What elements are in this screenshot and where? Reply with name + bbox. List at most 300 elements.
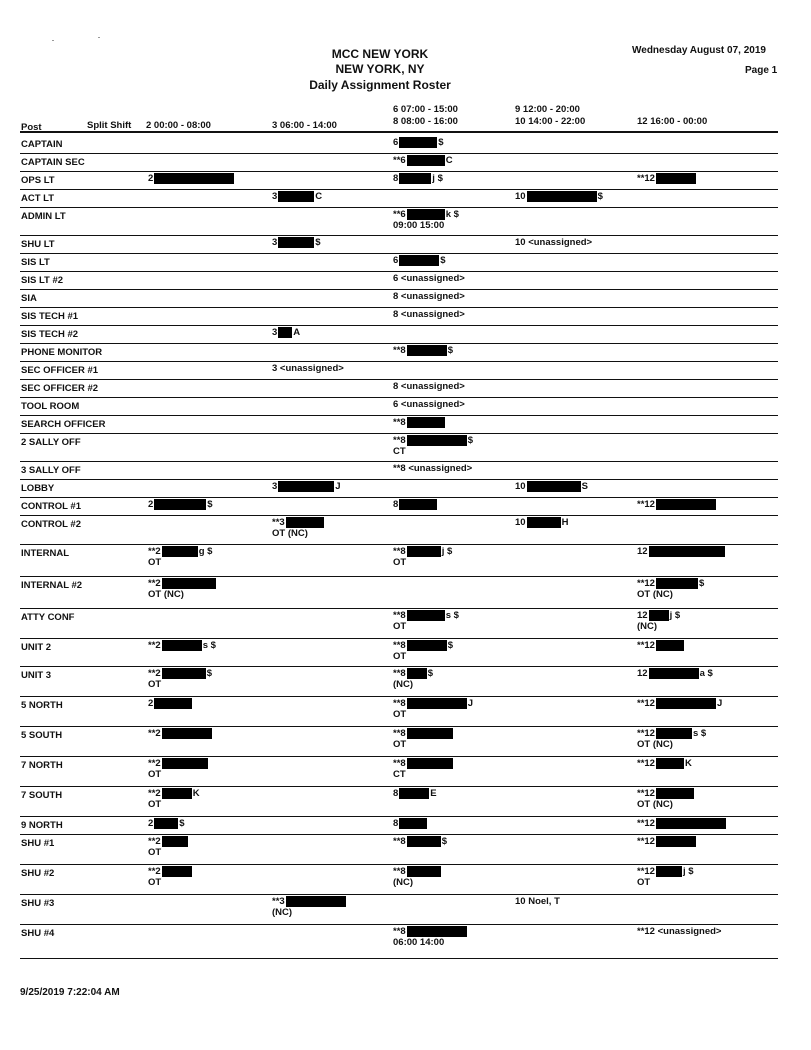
post-label: UNIT 2 xyxy=(21,642,52,653)
redaction-bar xyxy=(407,610,445,621)
shift-note: OT xyxy=(393,651,407,663)
row-divider xyxy=(20,235,778,236)
post-label: SHU LT xyxy=(21,239,55,250)
row-divider xyxy=(20,924,778,925)
shift-suffix: $ xyxy=(447,640,453,652)
shift-cell-c5 xyxy=(637,788,695,810)
redaction-bar xyxy=(656,578,698,589)
shift-cell-c3 xyxy=(393,155,453,166)
shift-code: **8 xyxy=(393,435,406,447)
redaction-bar xyxy=(278,481,334,492)
post-label: 2 SALLY OFF xyxy=(21,437,81,448)
shift-cell-c3 xyxy=(393,499,438,510)
shift-code: **12 <unassigned> xyxy=(637,926,722,937)
shift-code: **8 <unassigned> xyxy=(393,463,473,474)
redaction-bar xyxy=(286,896,346,907)
shift-code: 2 xyxy=(148,698,154,710)
shift-code: 8 <unassigned> xyxy=(393,291,465,302)
shift-code: **8 xyxy=(393,546,406,558)
shift-code: **8 xyxy=(393,728,406,740)
shift-cell-c1 xyxy=(148,758,209,780)
shift-cell-c5 xyxy=(637,728,706,750)
shift-cell-c4 xyxy=(515,191,603,202)
shift-cell-c1 xyxy=(148,668,212,690)
redaction-bar xyxy=(399,788,429,799)
redaction-bar xyxy=(162,640,202,651)
shift-cell-c2 xyxy=(272,237,321,248)
scan-speck xyxy=(52,40,54,41)
redaction-bar xyxy=(286,517,324,528)
shift-cell-c5 xyxy=(637,668,713,679)
shift-note: OT xyxy=(148,557,162,569)
shift-cell-c4 xyxy=(515,896,560,907)
redaction-bar xyxy=(407,417,445,428)
post-label: ACT LT xyxy=(21,193,55,204)
shift-note: OT xyxy=(148,769,162,781)
page-number: Page 1 xyxy=(745,65,778,76)
shift-cell-c5 xyxy=(637,698,722,709)
shift-cell-c5 xyxy=(637,818,727,829)
shift-code: **2 xyxy=(148,728,161,740)
row-divider xyxy=(20,958,778,959)
shift-cell-c3 xyxy=(393,255,446,266)
shift-code: **8 xyxy=(393,417,406,429)
shift-suffix: j $ xyxy=(682,866,694,878)
row-divider xyxy=(20,271,778,272)
shift-code: **12 xyxy=(637,499,655,511)
shift-suffix: A xyxy=(293,327,301,339)
shift-code: **2 xyxy=(148,668,161,680)
shift-suffix: $ xyxy=(440,255,446,267)
shift-code: 2 xyxy=(148,173,154,185)
shift-suffix: $ xyxy=(698,578,705,590)
redaction-bar xyxy=(154,818,178,829)
row-divider xyxy=(20,433,778,434)
shift-cell-c3 xyxy=(393,926,468,948)
shift-cell-c3 xyxy=(393,610,459,632)
shift-cell-c3 xyxy=(393,546,452,568)
row-divider xyxy=(20,864,778,865)
shift-suffix: $ xyxy=(206,668,212,680)
shift-note: OT xyxy=(393,557,407,569)
shift-suffix: C xyxy=(315,191,323,203)
col-shift-6-header: 6 07:00 - 15:00 xyxy=(393,104,458,115)
row-divider xyxy=(20,189,778,190)
print-timestamp: 9/25/2019 7:22:04 AM xyxy=(20,987,120,998)
row-divider xyxy=(20,289,778,290)
shift-suffix: $ xyxy=(315,237,321,249)
shift-note: OT xyxy=(637,877,651,889)
redaction-bar xyxy=(162,668,206,679)
shift-code: 3 xyxy=(272,481,278,493)
shift-note: CT xyxy=(393,769,406,781)
shift-cell-c4 xyxy=(515,481,588,492)
row-divider xyxy=(20,153,778,154)
shift-code: 8 xyxy=(393,818,399,830)
shift-cell-c5 xyxy=(637,640,685,651)
shift-cell-c3 xyxy=(393,788,437,799)
shift-code: **12 xyxy=(637,698,655,710)
shift-cell-c3 xyxy=(393,209,459,231)
shift-code: **12 xyxy=(637,758,655,770)
row-divider xyxy=(20,894,778,895)
shift-code: **2 xyxy=(148,758,161,770)
post-label: LOBBY xyxy=(21,483,55,494)
shift-code: **12 xyxy=(637,728,655,740)
shift-suffix: $ xyxy=(179,818,185,830)
shift-suffix: H xyxy=(561,517,569,529)
shift-suffix: E xyxy=(430,788,437,800)
post-label: INTERNAL #2 xyxy=(21,580,83,591)
shift-cell-c1 xyxy=(148,499,213,510)
shift-cell-c4 xyxy=(515,517,568,528)
col-split-header: Split Shift xyxy=(87,120,132,131)
shift-suffix: C xyxy=(445,155,453,167)
shift-code: **2 xyxy=(148,640,161,652)
shift-suffix: s $ xyxy=(692,728,707,740)
shift-note: 06:00 14:00 xyxy=(393,937,445,949)
shift-note: OT xyxy=(148,877,162,889)
redaction-bar xyxy=(527,517,561,528)
row-divider xyxy=(20,786,778,787)
redaction-bar xyxy=(278,191,314,202)
redaction-bar xyxy=(407,209,445,220)
col-shift-3-header: 3 06:00 - 14:00 xyxy=(272,120,337,131)
redaction-bar xyxy=(656,866,682,877)
shift-code: 10 <unassigned> xyxy=(515,237,593,248)
shift-code: **2 xyxy=(148,866,161,878)
shift-code: **12 xyxy=(637,640,655,652)
shift-note: (NC) xyxy=(393,679,414,691)
redaction-bar xyxy=(656,758,684,769)
shift-cell-c1 xyxy=(148,640,216,651)
post-label: SIS LT xyxy=(21,257,50,268)
shift-cell-c3 xyxy=(393,345,453,356)
shift-code: **12 xyxy=(637,578,655,590)
redaction-bar xyxy=(407,698,467,709)
row-divider xyxy=(20,415,778,416)
col-shift-10-header: 10 14:00 - 22:00 xyxy=(515,116,586,127)
redaction-bar xyxy=(407,345,447,356)
row-divider xyxy=(20,361,778,362)
shift-suffix: j $ xyxy=(432,173,443,185)
shift-note: OT xyxy=(148,847,162,859)
redaction-bar xyxy=(278,237,314,248)
shift-code: **12 xyxy=(637,836,655,848)
shift-cell-c3 xyxy=(393,668,433,690)
row-divider xyxy=(20,638,778,639)
shift-cell-c1 xyxy=(148,818,185,829)
shift-code: **8 xyxy=(393,926,406,938)
shift-suffix: $ xyxy=(207,499,213,511)
shift-code: 8 xyxy=(393,173,399,185)
shift-code: **8 xyxy=(393,345,406,357)
shift-cell-c1 xyxy=(148,728,213,739)
redaction-bar xyxy=(656,836,696,847)
redaction-bar xyxy=(162,546,198,557)
redaction-bar xyxy=(407,640,447,651)
shift-suffix: $ xyxy=(438,137,444,149)
shift-suffix: j $ xyxy=(441,546,453,558)
row-divider xyxy=(20,379,778,380)
redaction-bar xyxy=(278,327,292,338)
shift-code: **8 xyxy=(393,866,406,878)
row-divider xyxy=(20,834,778,835)
shift-cell-c1 xyxy=(148,698,193,709)
redaction-bar xyxy=(407,728,453,739)
shift-suffix: S xyxy=(581,481,588,493)
shift-code: 2 xyxy=(148,818,154,830)
redaction-bar xyxy=(407,866,441,877)
shift-note: OT xyxy=(393,739,407,751)
shift-suffix: J xyxy=(716,698,723,710)
shift-code: **12 xyxy=(637,866,655,878)
redaction-bar xyxy=(407,435,467,446)
shift-suffix: g $ xyxy=(198,546,213,558)
shift-cell-c3 xyxy=(393,417,446,428)
post-label: CONTROL #1 xyxy=(21,501,82,512)
redaction-bar xyxy=(649,546,725,557)
post-label: SHU #2 xyxy=(21,868,55,879)
shift-cell-c3 xyxy=(393,399,465,410)
post-label: OPS LT xyxy=(21,175,55,186)
row-divider xyxy=(20,397,778,398)
shift-cell-c3 xyxy=(393,173,443,184)
shift-code: 8 <unassigned> xyxy=(393,381,465,392)
shift-note: OT (NC) xyxy=(148,589,184,601)
shift-code: 12 xyxy=(637,668,648,680)
shift-code: **12 xyxy=(637,818,655,830)
shift-cell-c2 xyxy=(272,896,347,918)
shift-suffix: s $ xyxy=(202,640,216,652)
shift-cell-c3 xyxy=(393,836,447,847)
redaction-bar xyxy=(656,640,684,651)
shift-note: OT xyxy=(393,621,407,633)
post-label: SHU #4 xyxy=(21,928,55,939)
shift-suffix: $ xyxy=(467,435,473,447)
shift-code: 3 xyxy=(272,191,278,203)
shift-code: 12 xyxy=(637,546,648,558)
shift-cell-c1 xyxy=(148,788,200,810)
shift-note: OT xyxy=(393,709,407,721)
row-divider xyxy=(20,207,778,208)
shift-cell-c2 xyxy=(272,191,322,202)
shift-cell-c3 xyxy=(393,463,472,474)
shift-cell-c5 xyxy=(637,610,680,632)
row-divider xyxy=(20,576,778,577)
shift-suffix: $ xyxy=(427,668,433,680)
shift-code: **2 xyxy=(148,836,161,848)
redaction-bar xyxy=(162,728,212,739)
redaction-bar xyxy=(656,818,726,829)
row-divider xyxy=(20,343,778,344)
row-divider xyxy=(20,171,778,172)
post-label: SIS TECH #2 xyxy=(21,329,79,340)
redaction-bar xyxy=(399,255,439,266)
shift-code: 6 xyxy=(393,255,399,267)
shift-cell-c5 xyxy=(637,836,697,847)
shift-note: OT (NC) xyxy=(637,589,673,601)
shift-suffix: J xyxy=(335,481,341,493)
shift-suffix: $ xyxy=(597,191,603,203)
shift-code: 10 xyxy=(515,481,526,493)
redaction-bar xyxy=(656,728,692,739)
shift-note: OT (NC) xyxy=(637,799,673,811)
shift-cell-c5 xyxy=(637,758,692,769)
shift-code: 6 xyxy=(393,137,399,149)
row-divider xyxy=(20,816,778,817)
shift-cell-c3 xyxy=(393,818,428,829)
shift-code: 6 <unassigned> xyxy=(393,399,465,410)
shift-code: **2 xyxy=(148,546,161,558)
shift-cell-c3 xyxy=(393,758,454,780)
scan-speck xyxy=(98,37,100,38)
row-divider xyxy=(20,696,778,697)
row-divider xyxy=(20,325,778,326)
shift-suffix: $ xyxy=(441,836,447,848)
shift-note: (NC) xyxy=(272,907,293,919)
post-label: CAPTAIN SEC xyxy=(21,157,85,168)
post-label: 3 SALLY OFF xyxy=(21,465,81,476)
report-date: Wednesday August 07, 2019 xyxy=(632,45,766,56)
redaction-bar xyxy=(656,499,716,510)
shift-cell-c1 xyxy=(148,173,235,184)
post-label: ATTY CONF xyxy=(21,612,75,623)
redaction-bar xyxy=(656,698,716,709)
shift-cell-c5 xyxy=(637,499,717,510)
shift-suffix: j $ xyxy=(669,610,681,622)
redaction-bar xyxy=(162,866,192,877)
shift-code: 8 xyxy=(393,788,399,800)
shift-note: (NC) xyxy=(393,877,414,889)
row-divider xyxy=(20,253,778,254)
shift-code: **12 xyxy=(637,788,655,800)
row-divider xyxy=(20,756,778,757)
post-label: SIS TECH #1 xyxy=(21,311,79,322)
redaction-bar xyxy=(162,788,192,799)
redaction-bar xyxy=(162,758,208,769)
shift-note: OT xyxy=(148,799,162,811)
row-divider xyxy=(20,726,778,727)
shift-code: 12 xyxy=(637,610,648,622)
shift-code: **8 xyxy=(393,758,406,770)
col-shift-12-header: 12 16:00 - 00:00 xyxy=(637,116,708,127)
shift-note: 09:00 15:00 xyxy=(393,220,445,232)
shift-code: **2 xyxy=(148,788,161,800)
col-post-header: Post xyxy=(21,122,42,133)
row-divider xyxy=(20,307,778,308)
post-label: SHU #3 xyxy=(21,898,55,909)
shift-code: **8 xyxy=(393,610,406,622)
row-divider xyxy=(20,544,778,545)
redaction-bar xyxy=(399,499,437,510)
row-divider xyxy=(20,461,778,462)
shift-cell-c2 xyxy=(272,481,341,492)
shift-suffix: K xyxy=(192,788,200,800)
report-title: Daily Assignment Roster xyxy=(309,78,451,92)
shift-code: **3 xyxy=(272,517,285,529)
redaction-bar xyxy=(407,926,467,937)
shift-cell-c1 xyxy=(148,866,193,888)
col-shift-2-header: 2 00:00 - 08:00 xyxy=(146,120,211,131)
post-label: CAPTAIN xyxy=(21,139,63,150)
shift-cell-c3 xyxy=(393,866,442,888)
redaction-bar xyxy=(527,191,597,202)
redaction-bar xyxy=(527,481,581,492)
shift-suffix: $ xyxy=(447,345,453,357)
redaction-bar xyxy=(154,698,192,709)
shift-code: 3 xyxy=(272,237,278,249)
shift-cell-c5 xyxy=(637,578,704,600)
post-label: SEARCH OFFICER xyxy=(21,419,106,430)
redaction-bar xyxy=(399,173,431,184)
shift-note: OT xyxy=(148,679,162,691)
shift-note: (NC) xyxy=(637,621,658,633)
post-label: SEC OFFICER #1 xyxy=(21,365,99,376)
post-label: SHU #1 xyxy=(21,838,55,849)
shift-code: 3 xyxy=(272,327,278,339)
shift-code: 8 xyxy=(393,499,399,511)
facility-location: NEW YORK, NY xyxy=(335,62,425,76)
shift-cell-c5 xyxy=(637,546,726,557)
shift-code: **6 xyxy=(393,209,406,221)
post-label: CONTROL #2 xyxy=(21,519,82,530)
shift-code: 10 xyxy=(515,191,526,203)
shift-cell-c1 xyxy=(148,578,217,600)
shift-cell-c1 xyxy=(148,836,189,858)
header-rule xyxy=(20,131,778,133)
post-label: SIA xyxy=(21,293,37,304)
col-shift-9-header: 9 12:00 - 20:00 xyxy=(515,104,580,115)
shift-code: **6 xyxy=(393,155,406,167)
row-divider xyxy=(20,666,778,667)
shift-cell-c3 xyxy=(393,728,454,750)
shift-cell-c3 xyxy=(393,698,473,720)
shift-code: 2 xyxy=(148,499,154,511)
redaction-bar xyxy=(407,668,427,679)
shift-cell-c2 xyxy=(272,327,300,338)
redaction-bar xyxy=(407,546,441,557)
redaction-bar xyxy=(162,836,188,847)
shift-code: **8 xyxy=(393,668,406,680)
post-label: ADMIN LT xyxy=(21,211,66,222)
shift-code: **8 xyxy=(393,698,406,710)
shift-suffix: s $ xyxy=(445,610,459,622)
shift-cell-c3 xyxy=(393,309,465,320)
row-divider xyxy=(20,497,778,498)
col-shift-8-header: 8 08:00 - 16:00 xyxy=(393,116,458,127)
redaction-bar xyxy=(399,818,427,829)
facility-name: MCC NEW YORK xyxy=(331,47,429,61)
row-divider xyxy=(20,515,778,516)
shift-cell-c5 xyxy=(637,866,694,888)
post-label: INTERNAL xyxy=(21,548,70,559)
shift-code: 10 Noel, T xyxy=(515,896,560,907)
shift-cell-c3 xyxy=(393,381,465,392)
shift-suffix: K xyxy=(684,758,692,770)
shift-suffix: k $ xyxy=(445,209,459,221)
row-divider xyxy=(20,608,778,609)
shift-cell-c2 xyxy=(272,517,325,539)
redaction-bar xyxy=(656,788,694,799)
shift-suffix: a $ xyxy=(699,668,713,680)
shift-code: 10 xyxy=(515,517,526,529)
shift-cell-c5 xyxy=(637,926,721,937)
shift-cell-c5 xyxy=(637,173,697,184)
shift-note: OT (NC) xyxy=(637,739,673,751)
redaction-bar xyxy=(656,173,696,184)
shift-code: **8 xyxy=(393,640,406,652)
